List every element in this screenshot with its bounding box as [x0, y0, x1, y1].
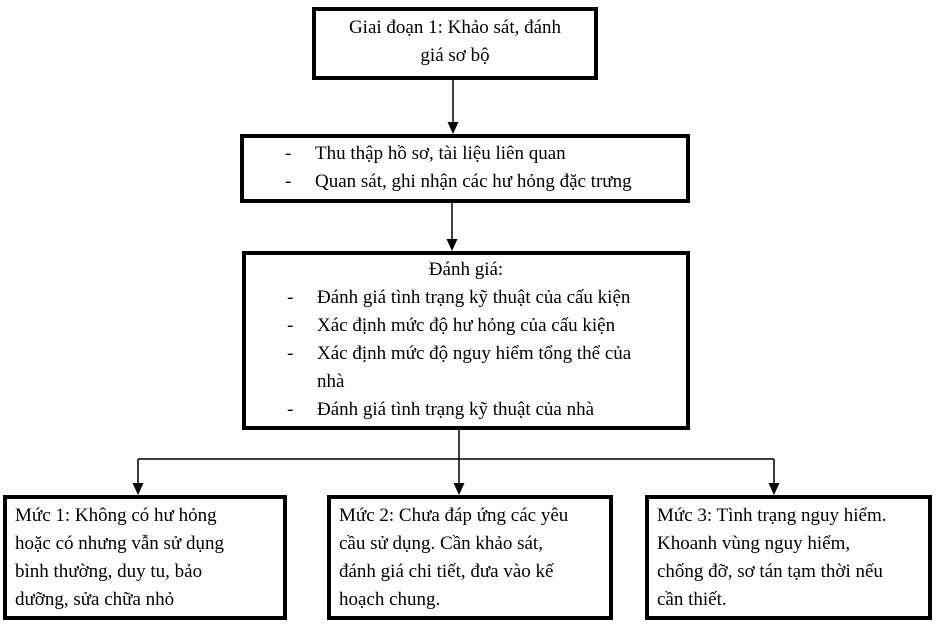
list-item-text: Quan sát, ghi nhận các hư hỏng đặc trưng	[315, 171, 632, 192]
level-3-line: Khoanh vùng nguy hiểm,	[657, 533, 851, 554]
bullet-dash: -	[287, 315, 294, 336]
level-3-line: cần thiết.	[657, 589, 727, 610]
arrow-to-level-3	[769, 459, 780, 495]
level-1-box	[3, 495, 287, 620]
evaluation-box	[242, 251, 690, 430]
level-1-line: Mức 1: Không có hư hỏng	[15, 505, 217, 526]
level-1-line: dưỡng, sửa chữa nhỏ	[15, 589, 175, 610]
list-item-text: Xác định mức độ hư hỏng của cấu kiện	[317, 315, 616, 336]
level-3-box	[645, 495, 932, 620]
list-item	[246, 312, 686, 340]
bullet-dash: -	[287, 399, 294, 420]
phase-box-line: giá sơ bộ	[420, 45, 490, 66]
level-3-line: Mức 3: Tình trạng nguy hiểm.	[657, 505, 887, 526]
level-1-line: bình thường, duy tu, bảo	[15, 561, 203, 582]
bullet-dash: -	[287, 343, 294, 364]
level-3-line: chống đỡ, sơ tán tạm thời nếu	[657, 561, 883, 582]
arrow-tasks-to-evaluation	[447, 203, 458, 251]
arrow-to-level-2	[454, 459, 465, 495]
tasks-box	[240, 134, 690, 203]
phase-box	[312, 7, 598, 80]
evaluation-title: Đánh giá:	[428, 259, 504, 280]
level-2-line: cầu sử dụng. Cần khảo sát,	[339, 533, 543, 554]
bullet-dash: -	[285, 143, 292, 164]
arrow-phase-to-tasks	[448, 80, 459, 134]
branch-connector	[133, 430, 780, 495]
bullet-dash: -	[287, 287, 294, 308]
level-2-line: đánh giá chi tiết, đưa vào kế	[339, 561, 554, 582]
list-item	[244, 168, 686, 196]
list-item	[246, 340, 686, 396]
level-2-line: Mức 2: Chưa đáp ứng các yêu	[339, 505, 569, 526]
list-item	[246, 284, 686, 312]
level-2-line: hoạch chung.	[339, 589, 441, 610]
list-item-text: nhà	[317, 371, 345, 392]
level-2-box	[327, 495, 613, 620]
arrow-to-level-1	[133, 459, 144, 495]
level-1-line: hoặc có nhưng vẫn sử dụng	[15, 533, 224, 554]
list-item-text: Thu thập hồ sơ, tài liệu liên quan	[315, 143, 566, 164]
list-item-text: Đánh giá tình trạng kỹ thuật của nhà	[317, 399, 595, 420]
phase-box-line: Giai đoạn 1: Khảo sát, đánh	[348, 17, 562, 38]
list-item	[244, 140, 686, 168]
bullet-dash: -	[285, 171, 292, 192]
list-item	[246, 396, 686, 424]
list-item-text: Xác định mức độ nguy hiểm tổng thể của	[317, 343, 632, 364]
list-item-text: Đánh giá tình trạng kỹ thuật của cấu kiện	[317, 287, 631, 308]
